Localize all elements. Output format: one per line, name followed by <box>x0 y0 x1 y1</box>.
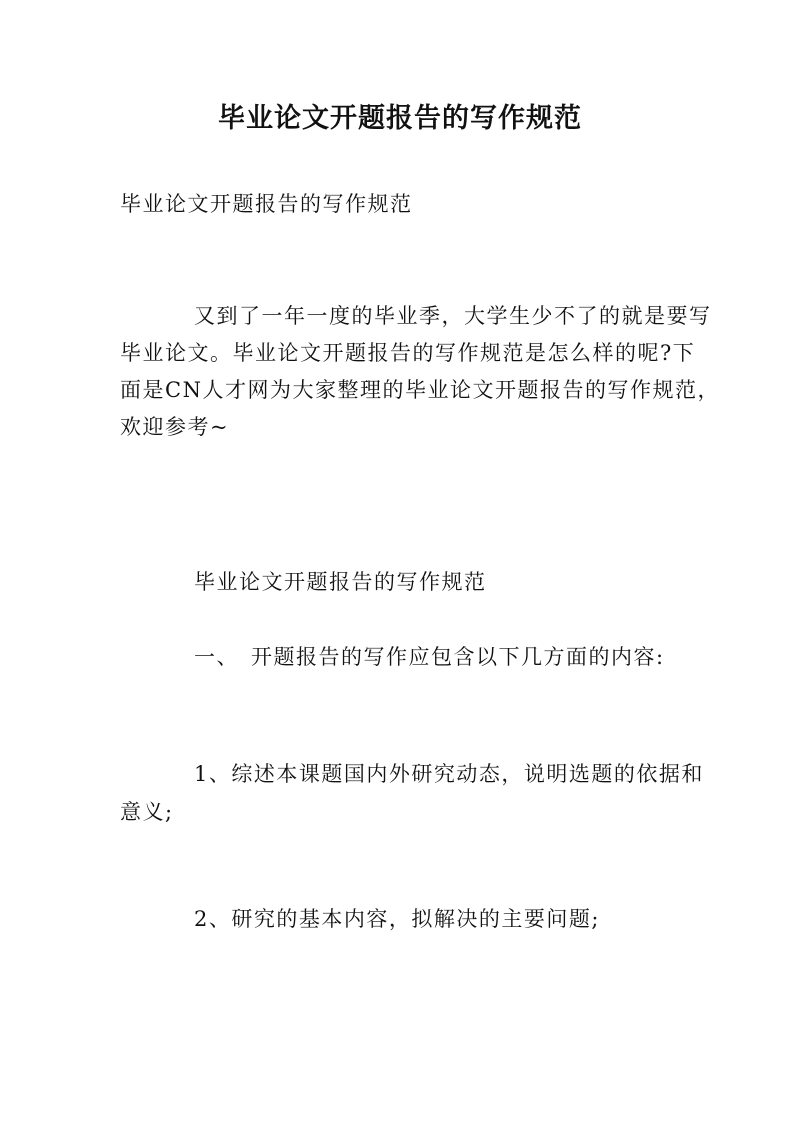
section-heading: 毕业论文开题报告的写作规范 <box>194 570 487 594</box>
document-subtitle: 毕业论文开题报告的写作规范 <box>120 192 413 216</box>
intro-line: 欢迎参考~ <box>120 415 230 439</box>
list-item-1 <box>120 755 704 831</box>
intro-line: 面是CN人才网为大家整理的毕业论文开题报告的写作规范， <box>120 378 720 402</box>
list-item-2: 2、研究的基本内容，拟解决的主要问题; <box>194 907 600 931</box>
document-title: 毕业论文开题报告的写作规范 <box>218 103 582 134</box>
intro-line: 毕业论文。毕业论文开题报告的写作规范是怎么样的呢?下 <box>120 341 696 365</box>
list-item-line: 1、综述本课题国内外研究动态，说明选题的依据和 <box>194 762 704 786</box>
intro-line: 又到了一年一度的毕业季，大学生少不了的就是要写 <box>194 304 712 328</box>
list-item-line: 意义; <box>120 800 174 824</box>
point-one-heading: 一、 开题报告的写作应包含以下几方面的内容: <box>194 645 665 669</box>
intro-paragraph <box>120 298 720 446</box>
